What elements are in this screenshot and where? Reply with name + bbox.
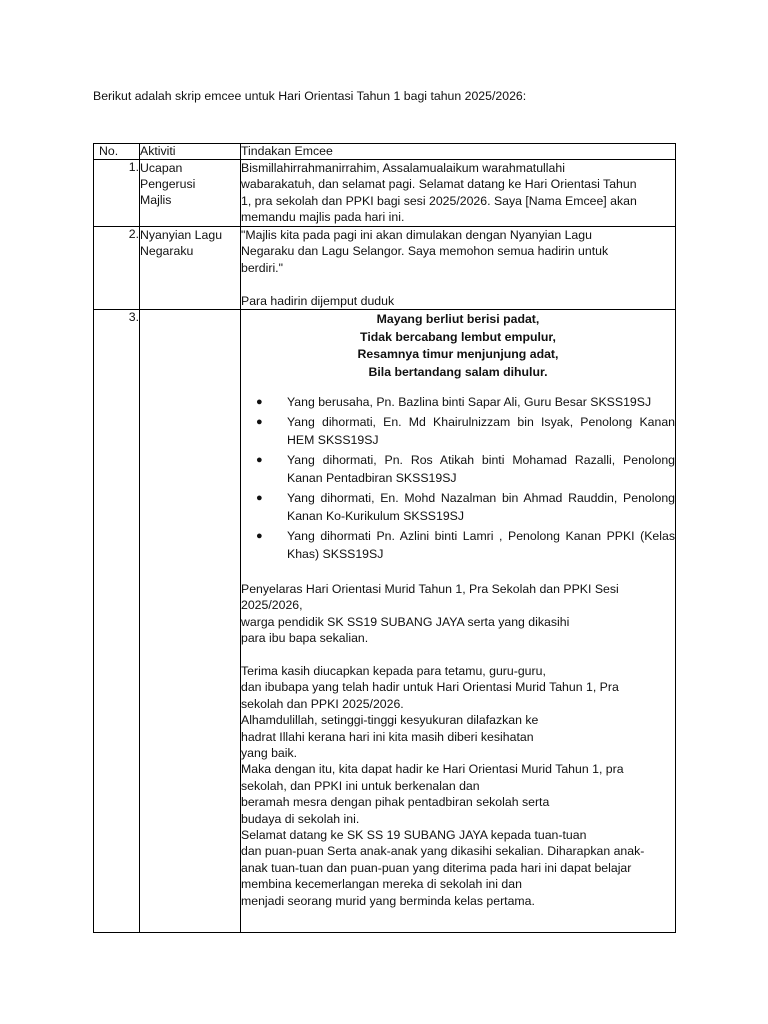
bullet-icon: ● — [256, 415, 263, 428]
row-number: 3. — [94, 310, 140, 933]
text-line: sekolah, dan PPKI ini untuk berkenalan dan — [241, 778, 480, 793]
list-item: ● Yang berusaha, Pn. Bazlina binti Sapar Ali, Guru Besar SKSS19SJ — [287, 393, 675, 412]
table-row — [94, 310, 676, 933]
text-line: beramah mesra dengan pihak pentadbiran sekolah serta — [241, 795, 550, 810]
text-line: hadrat Illahi kerana hari ini kita masih diberi kesihatan — [241, 729, 534, 744]
text-line: dan puan-puan Serta anak-anak yang dikasihi sekalian. Diharapkan anak- — [241, 844, 645, 859]
pantun-line: Bila bertandang salam dihulur. — [368, 364, 548, 379]
table-row — [94, 227, 676, 310]
text-line: para ibu bapa sekalian. — [241, 631, 369, 646]
text-line: 2025/2026, — [241, 598, 303, 613]
activity-cell — [140, 227, 241, 310]
row-number: 2. — [94, 227, 140, 310]
text-line: wabarakatuh, dan selamat pagi. Selamat datang ke Hari Orientasi Tahun — [241, 177, 637, 192]
table-row — [94, 160, 676, 227]
text-line: menjadi seorang murid yang berminda kelas pertama. — [241, 893, 535, 908]
text-line: Para hadirin dijemput duduk — [241, 293, 395, 308]
list-item: ● Yang dihormati, En. Md Khairulnizzam bin Isyak, Penolong Kanan HEM SKSS19SJ — [256, 414, 675, 448]
list-item: ● Yang dihormati, Pn. Ros Atikah binti Mohamad Razalli, Penolong Kanan Pentadbiran SKSS19SJ — [256, 452, 675, 486]
activity-line: Majlis — [140, 193, 172, 207]
list-item: ● Yang dihormati, En. Mohd Nazalman bin Ahmad Rauddin, Penolong Kanan Ko-Kurikulum SKSS19SJ — [256, 490, 675, 524]
text-line: sekolah dan PPKI 2025/2026. — [241, 696, 404, 711]
text-line: Terima kasih diucapkan kepada para tetamu, guru-guru, — [241, 663, 546, 678]
text-line: warga pendidik SK SS19 SUBANG JAYA serta yang dikasihi — [241, 614, 570, 629]
header-no: No. — [94, 144, 140, 160]
bullet-icon: ● — [256, 396, 263, 409]
text-line: budaya di sekolah ini. — [241, 811, 360, 826]
bullet-icon: ● — [256, 491, 263, 504]
activity-line: Ucapan — [140, 161, 183, 175]
activity-line: Negaraku — [140, 244, 194, 258]
pantun-line: Tidak bercabang lembut empulur, — [360, 329, 556, 344]
list-item: ● Yang dihormati Pn. Azlini binti Lamri , Penolong Kanan PPKI (Kelas Khas) SKSS19SJ — [256, 528, 675, 562]
activity-cell — [140, 160, 241, 227]
action-cell — [241, 227, 676, 310]
pantun — [241, 311, 675, 381]
text-line: berdiri." — [241, 260, 283, 275]
text-line: Maka dengan itu, kita dapat hadir ke Hari Orientasi Murid Tahun 1, pra — [241, 762, 624, 777]
text-line: Selamat datang ke SK SS 19 SUBANG JAYA kepada tuan-tuan — [241, 827, 587, 842]
action-cell — [241, 310, 676, 933]
header-activity: Aktiviti — [140, 144, 241, 160]
activity-line: Nyanyian Lagu — [140, 228, 223, 242]
table-header-row — [94, 144, 676, 160]
pantun-line: Mayang berliut berisi padat, — [376, 312, 540, 327]
guest-list — [241, 393, 675, 564]
activity-line: Pengerusi — [140, 177, 196, 191]
action-cell — [241, 160, 676, 227]
intro-text: Berikut adalah skrip emcee untuk Hari Orientasi Tahun 1 bagi tahun 2025/2026: — [93, 89, 527, 103]
bullet-icon: ● — [256, 453, 263, 466]
text-line: Negaraku dan Lagu Selangor. Saya memohon semua hadirin untuk — [241, 244, 609, 259]
header-action: Tindakan Emcee — [241, 144, 676, 160]
text-line: Bismillahirrahmanirrahim, Assalamualaikum warahmatullahi — [241, 161, 565, 175]
text-line: yang baik. — [241, 745, 298, 760]
text-line: membina kecemerlangan mereka di sekolah ini dan — [241, 877, 522, 892]
activity-cell — [140, 310, 241, 933]
text-line: "Majlis kita pada pagi ini akan dimulakan dengan Nyanyian Lagu — [241, 228, 592, 242]
text-line: memandu majlis pada hari ini. — [241, 210, 405, 225]
row-number: 1. — [94, 160, 140, 227]
pantun-line: Resamnya timur menjunjung adat, — [357, 347, 559, 362]
text-line: 1, pra sekolah dan PPKI bagi sesi 2025/2026. Saya [Nama Emcee] akan — [241, 193, 637, 208]
bullet-icon: ● — [256, 529, 263, 542]
text-line: anak tuan-tuan dan puan-puan yang diterima pada hari ini dapat belajar — [241, 860, 632, 875]
text-line: dan ibubapa yang telah hadir untuk Hari Orientasi Murid Tahun 1, Pra — [241, 680, 619, 695]
text-line: Penyelaras Hari Orientasi Murid Tahun 1, Pra Sekolah dan PPKI Sesi — [241, 581, 619, 596]
text-line: Alhamdulillah, setinggi-tinggi kesyukuran dilafazkan ke — [241, 713, 539, 728]
emcee-script-table — [93, 143, 676, 933]
